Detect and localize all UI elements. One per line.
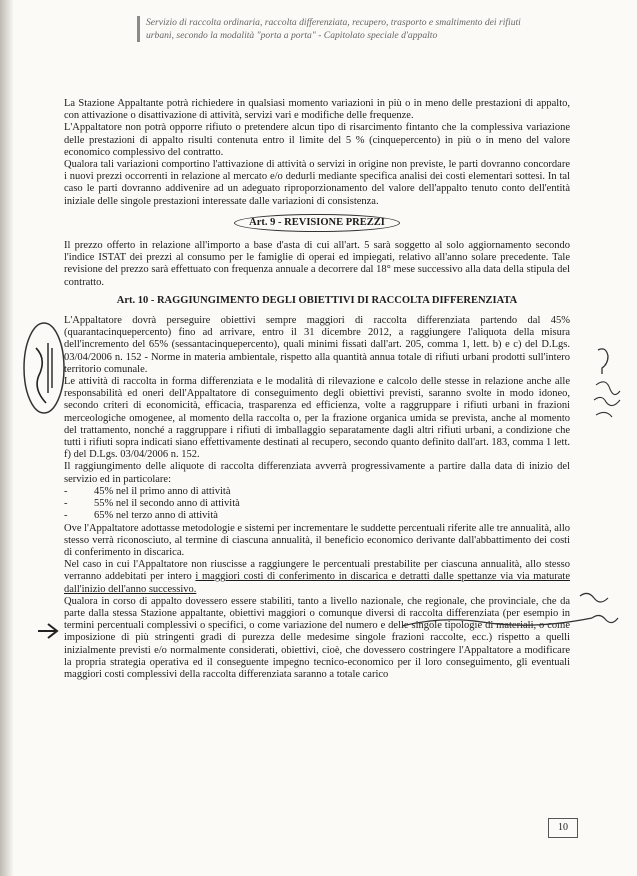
list-item: - 55% nel il secondo anno di attività [64,498,570,510]
art10-title: Art. 10 - RAGGIUNGIMENTO DEGLI OBIETTIVI DI RACCOLTA DIFFERENZIATA [116,294,518,306]
art10-paragraph-5 [64,559,570,596]
art9-title: Art. 9 - REVISIONE PREZZI [234,214,400,232]
handwritten-underline [400,610,600,634]
document-header [137,16,586,42]
paragraph-5-start: Nel caso in cui l'Appaltatore non riuscisse a raggiungere le percentuali prestabilite per ciascuna annualità, allo stesso verranno addebitati per intero [64,559,570,583]
margin-arrow-mark [34,620,64,642]
art10-paragraph-1: L'Appaltatore dovrà perseguire obiettivi sempre maggiori di raccolta differenziata partendo dal 45% (quarantacinquepercento) fino ad arrivare, entro il 31 dicembre 2012, a raggiungere l'aliquota della misura dell'incremento del 65% (sessantacinquepercento), quali minimi fissati dall'art. 205, comma 1, lett. b) e c) del D.Lgs. 03/04/2006 n. 152 - Norme in materia ambientale, rispetto alla quantità annua totale di rifiuti urbani prodotti sull'intero territorio comunale. [64,315,570,375]
underlined-text: i maggiori costi di conferimento in discarica e detratti dalle spettanze via via maturate dall'inizio dell'anno successivo. [64,571,570,595]
art10-paragraph-4: Ove l'Appaltatore adottasse metodologie e sistemi per incrementare le suddette percentuali riferite alle tre annualità, allo stesso verrà riconosciuto, al termine di ciascuna annualità, il beneficio economico derivante dall'abbattimento dei costi di conferimento in discarica. [64,522,570,558]
margin-note-handwriting [590,345,630,425]
paragraph: La Stazione Appaltante potrà richiedere in qualsiasi momento variazioni in più o in meno delle prestazioni di appalto, con attivazione o disattivazione di attività, servizi vari e modifiche delle frequenze. [64,98,570,122]
header-line-2: urbani, secondo la modalità "porta a porta" - Capitolato speciale d'appalto [146,30,438,41]
art9-heading [64,214,570,232]
paragraph: Qualora tali variazioni comportino l'attivazione di attività o servizi in origine non previste, le parti dovranno concordare i nuovi prezzi occorrenti in relazione al mercato e/o dedurli mediante specifica analisi dei costi elementari sottesi. In tal caso le parti dovranno addivenire ad un adeguato riproporzionamento del valore dell'appalto tenuto conto dell'entità iniziale delle singole prestazioni interessate dalle variazioni di consistenza. [64,159,570,207]
page-number: 10 [548,818,578,838]
art10-paragraph-3: Il raggiungimento delle aliquote di raccolta differenziata avverrà progressivamente a partire dalla data di inizio del servizio ed in particolare: [64,461,570,485]
paragraph: L'Appaltatore non potrà opporre rifiuto o pretendere alcun tipo di risarcimento fintanto che la complessiva variazione delle prestazioni di appalto risulti contenuta entro il limite del 5 % (cinquepercento) in più o in meno del valore economico complessivo del contratto. [64,122,570,158]
art10-paragraph-2: Le attività di raccolta in forma differenziata e le modalità di rilevazione e calcolo delle stesse in relazione anche alle responsabilità ed oneri dell'Appaltatore di conseguimento degli obiettivi previsti, saranno svolte in modo idoneo, secondo criteri di economicità, efficacia, trasparenza ed efficienza, volte a raggruppare i rifiuti urbani in frazioni merceologiche omogenee, al momento della raccolta o, per la frazione organica umida se prevista, anche al momento del trattamento, nonché a raggruppare i rifiuti di imballaggio separatamente dagli altri rifiuti urbani, a condizione che tutti i rifiuti sopra indicati siano effettivamente destinati al recupero, secondo quanto definito dall'art. 183, comma 1 lett. f) del D.Lgs. 03/04/2006 n. 152. [64,376,570,461]
target-list [64,486,570,523]
handwritten-stamp-mark [18,318,70,418]
header-line-1: Servizio di raccolta ordinaria, raccolta differenziata, recupero, trasporto e smaltimento dei rifiuti [146,17,521,28]
list-item: - 45% nel il primo anno di attività [64,486,570,498]
document-body [64,98,570,681]
scan-shadow [0,0,14,876]
art10-paragraph-6: Qualora in corso di appalto dovessero essere stabiliti, tanto a livello nazionale, che regionale, che provinciale, che da parte dalla stessa Stazione appaltante, obiettivi maggiori o comunque diversi di raccolta differenziata (per esempio in termini percentuali complessivi o specifici, o come variazione del numero e delle singole tipologie di materiali, o come imposizione di più stringenti gradi di purezza delle medesime singole frazioni raccolte, ecc.) rispetto a quelli inizialmente previsti e/o normalmente considerati, obiettivi, cioè, che dovessero costringere l'Appaltatore a modificare la propria strategia operativa ed il conseguente impegno tecnico-economico per il loro conseguimento, gli eventuali maggiori costi complessivi della raccolta differenziata saranno a totale carico [64,595,570,680]
art9-paragraph: Il prezzo offerto in relazione all'importo a base d'asta di cui all'art. 5 sarà soggetto al solo aggiornamento secondo l'indice ISTAT dei prezzi al consumo per le famiglie di operai ed impiegati, relativo all'anno solare precedente. Tale revisione del prezzo sarà effettuato con frequenza annuale a decorrere dal 18° mese successivo alla data della stipula del contratto. [64,240,570,288]
list-item: - 65% nel terzo anno di attività [64,510,570,522]
